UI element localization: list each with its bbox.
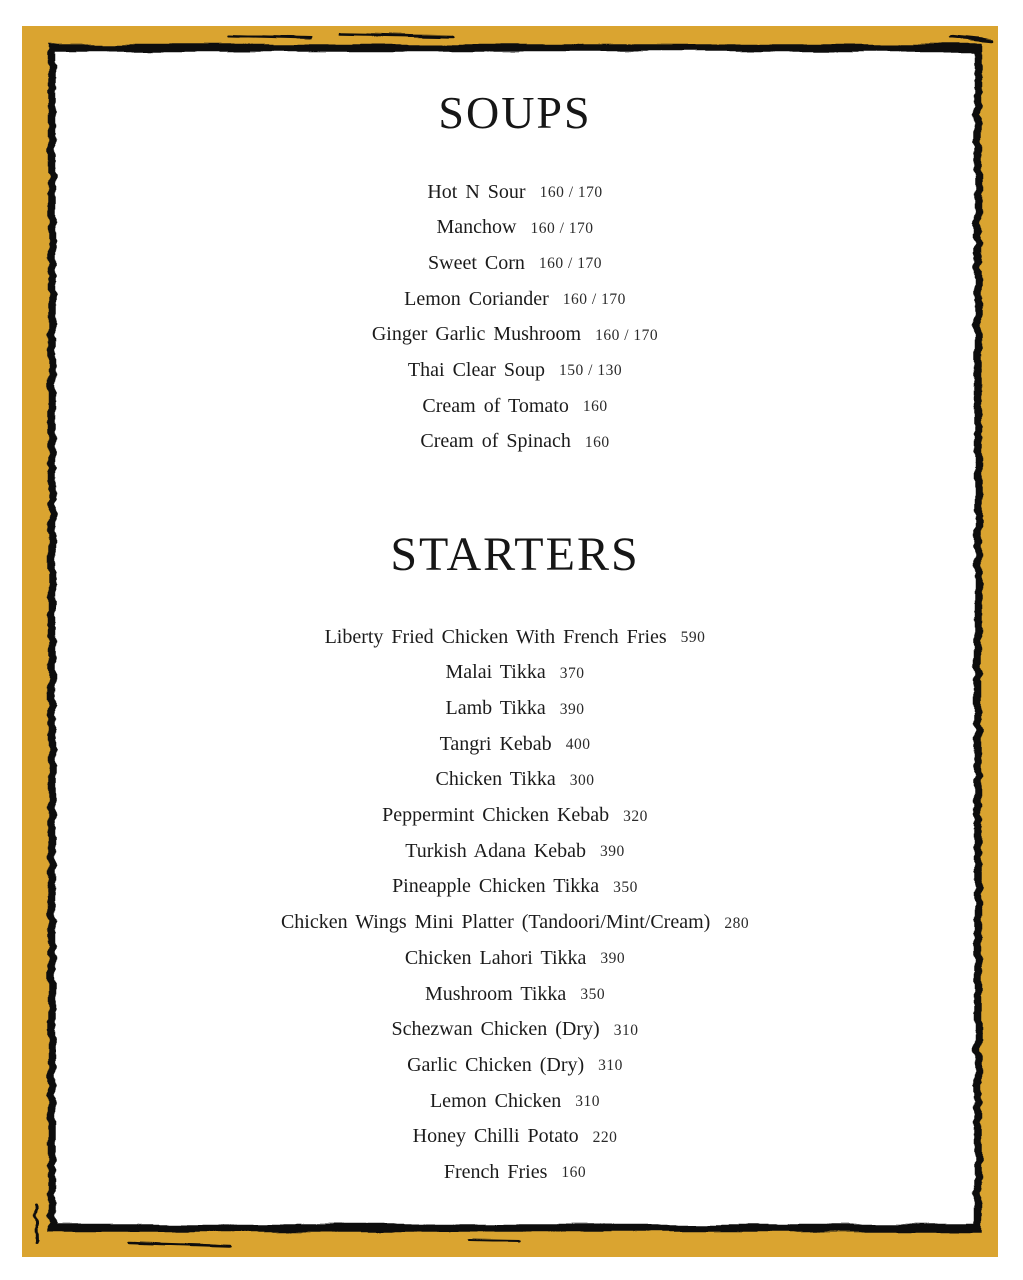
- menu-item: [52, 1083, 978, 1119]
- menu-item: [52, 281, 978, 317]
- menu-item: [52, 619, 978, 655]
- menu-content: [52, 47, 978, 1228]
- menu-item-name: Garlic Chicken (Dry): [407, 1053, 585, 1076]
- menu-item: [52, 246, 978, 282]
- menu-item-price: 390: [600, 843, 625, 861]
- menu-item-price: 160 / 170: [539, 184, 603, 202]
- section-title: SOUPS: [438, 87, 592, 138]
- menu-item-price: 160 / 170: [538, 255, 602, 273]
- menu-item: [52, 1155, 978, 1191]
- menu-item: [52, 940, 978, 976]
- menu-item-price: 150 / 130: [559, 362, 623, 380]
- menu-item-name: Chicken Wings Mini Platter (Tandoori/Mint/Cream): [280, 911, 711, 934]
- menu-item-price: 370: [559, 664, 585, 682]
- menu-item-price: 350: [580, 986, 606, 1003]
- menu-item-name: Peppermint Chicken Kebab: [382, 804, 610, 827]
- menu-item: [52, 210, 978, 246]
- menu-item-price: 160 / 170: [595, 326, 659, 344]
- menu-item-name: Liberty Fried Chicken With French Fries: [324, 625, 667, 648]
- menu-item-price: 390: [600, 950, 626, 968]
- menu-item: [52, 1048, 978, 1084]
- menu-item-name: Manchow: [436, 216, 517, 239]
- menu-item: [52, 1012, 978, 1048]
- menu-item: [52, 691, 978, 727]
- menu-item: [52, 905, 978, 941]
- menu-item-name: Schezwan Chicken (Dry): [391, 1018, 600, 1041]
- section-title: STARTERS: [390, 527, 640, 581]
- menu-item: [52, 174, 978, 210]
- menu-item-price: 160: [561, 1164, 587, 1182]
- menu-item-name: Cream of Tomato: [422, 394, 569, 417]
- menu-item-price: 350: [613, 878, 638, 896]
- menu-item: [52, 798, 978, 834]
- menu-item-price: 160 / 170: [562, 291, 626, 309]
- menu-item-price: 160: [582, 398, 608, 416]
- menu-item: [52, 317, 978, 353]
- menu-item-name: Ginger Garlic Mushroom: [371, 323, 582, 346]
- menu-item-name: Chicken Tikka: [435, 768, 556, 791]
- menu-item-price: 310: [598, 1057, 623, 1075]
- menu-item-name: Sweet Corn: [428, 251, 525, 274]
- menu-item: [52, 762, 978, 798]
- menu-item-name: Turkish Adana Kebab: [405, 839, 587, 862]
- menu-item: [52, 869, 978, 905]
- menu-item-price: 160 / 170: [530, 219, 594, 237]
- menu-item-name: Chicken Lahori Tikka: [404, 946, 587, 969]
- menu-item-name: Lamb Tikka: [445, 697, 546, 719]
- menu-item-list: [52, 619, 978, 1190]
- menu-item-price: 280: [724, 914, 750, 932]
- menu-item-price: 590: [680, 629, 706, 647]
- menu-item: [52, 1119, 978, 1155]
- menu-item-name: Cream of Spinach: [420, 430, 571, 453]
- menu-item-name: Hot N Sour: [427, 180, 526, 203]
- menu-item: [52, 833, 978, 869]
- menu-item-price: 220: [592, 1128, 618, 1146]
- menu-item-name: Tangri Kebab: [439, 732, 552, 755]
- menu-item: [52, 976, 978, 1012]
- menu-item-price: 320: [623, 807, 648, 825]
- menu-section: [52, 526, 978, 1191]
- menu-item-price: 400: [565, 736, 591, 754]
- menu-item-name: Lemon Chicken: [429, 1089, 562, 1112]
- menu-item-name: Lemon Coriander: [404, 287, 549, 310]
- menu-item-price: 160: [584, 433, 610, 451]
- menu-item: [52, 655, 978, 691]
- menu-item-name: Honey Chilli Potato: [412, 1125, 579, 1148]
- menu-section: [52, 85, 978, 460]
- menu-item: [52, 424, 978, 460]
- menu-item: [52, 388, 978, 424]
- menu-item-name: Malai Tikka: [445, 661, 546, 684]
- menu-item-list: [52, 174, 978, 460]
- menu-item-name: French Fries: [443, 1160, 548, 1183]
- menu-item: [52, 726, 978, 762]
- menu-item-price: 300: [569, 771, 595, 789]
- menu-item-name: Pineapple Chicken Tikka: [392, 875, 600, 898]
- menu-item-name: Thai Clear Soup: [407, 358, 546, 381]
- menu-item: [52, 353, 978, 389]
- menu-item-name: Mushroom Tikka: [424, 982, 567, 1005]
- menu-item-price: 310: [575, 1093, 601, 1111]
- menu-item-price: 390: [559, 700, 585, 718]
- menu-item-price: 310: [613, 1021, 639, 1039]
